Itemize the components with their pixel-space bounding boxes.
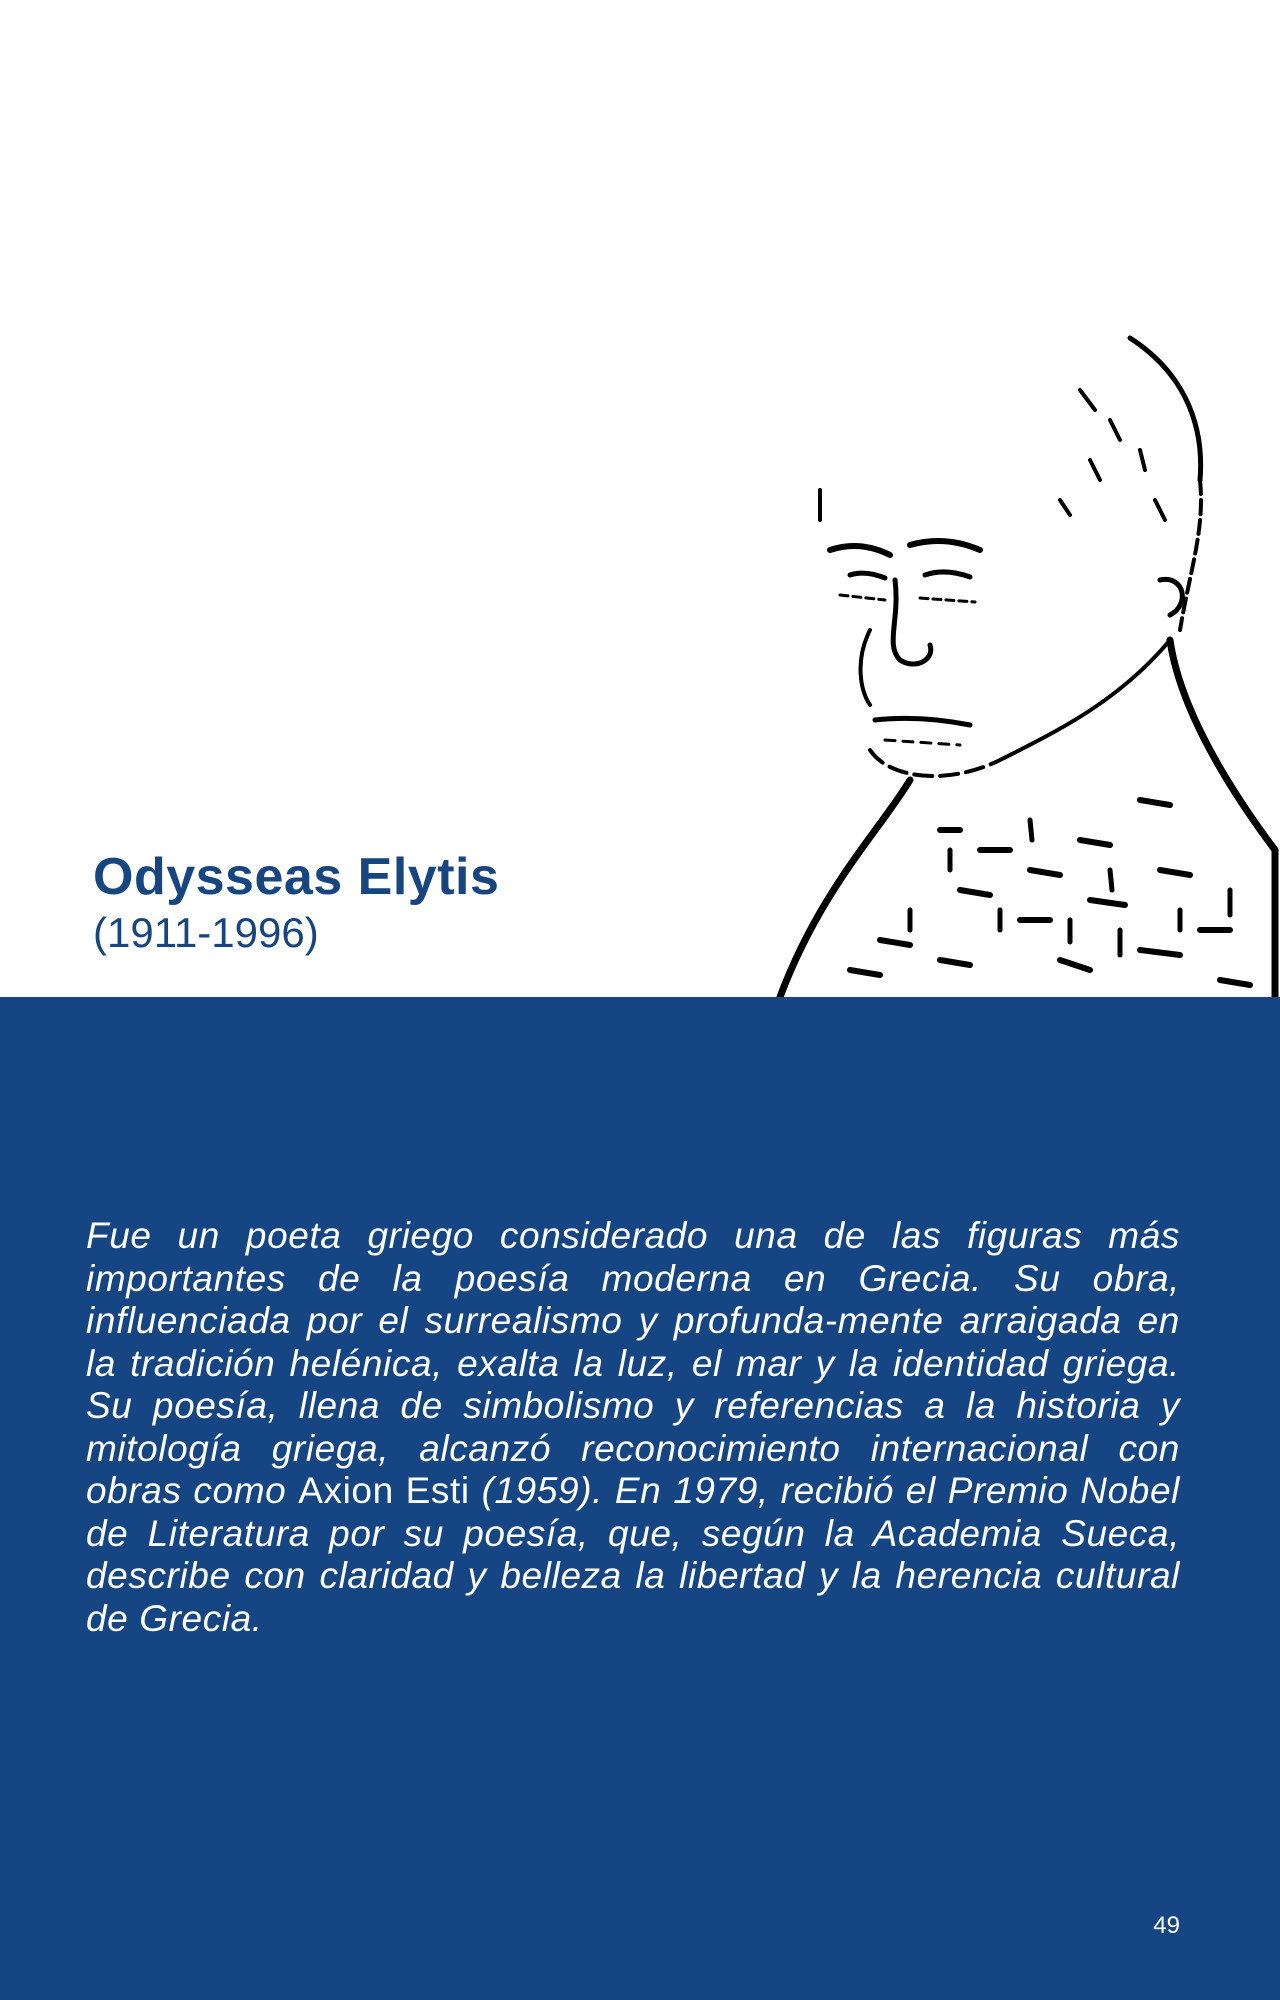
poet-portrait-illustration bbox=[760, 330, 1280, 997]
poet-name: Odysseas Elytis bbox=[93, 848, 500, 906]
work-title: Axion Esti bbox=[298, 1470, 470, 1511]
poet-years: (1911-1996) bbox=[93, 909, 319, 956]
page-number: 49 bbox=[1153, 1912, 1180, 1939]
biography-text-part-1: Fue un poeta griego considerado una de las figuras más importantes de la poesía moderna en Grecia. Su obra, influenciada por el surrealismo y profunda-mente arraigada en la tradición helénica, exalta la luz, el mar y la identidad griega. Su poesía, llena de simbolismo y referencias a la historia y mitología griega, alcanzó reconocimiento internacional con obras como bbox=[86, 1215, 1180, 1511]
header-section bbox=[0, 0, 1280, 997]
biography-text-part-2: (1959). En 1979, recibió el Premio Nobel de Literatura por su poesía, que, según la Academia Sueca, describe con claridad y belleza la libertad y la herencia cultural de Grecia. bbox=[86, 1470, 1180, 1639]
biography-paragraph bbox=[86, 1215, 1180, 1640]
